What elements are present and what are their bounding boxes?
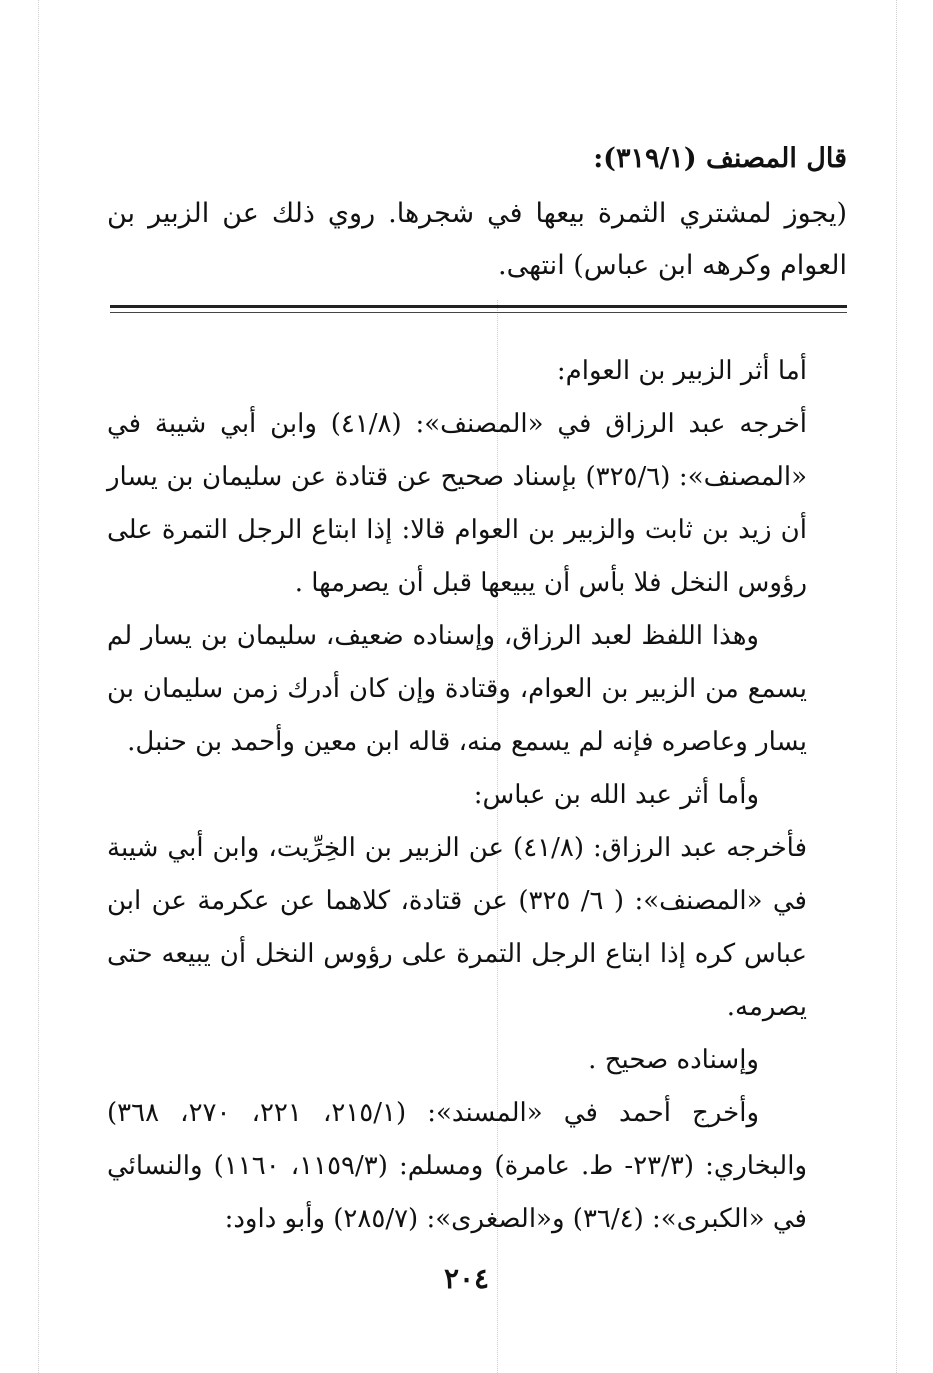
paragraph: وإسناده صحيح .	[588, 1045, 759, 1075]
paragraph: وأخرج أحمد في «المسند»: (٢١٥/١، ٢٢١، ٢٧٠، ٣٦٨) والبخاري: (٢٣/٣- ط. عامرة) ومسلم: (١١٥٩/٣، ١١٦٠) والنسائي في «الكبرى»: (٣٦/٤) و«الصغرى»: (٢٨٥/٧) وأبو داود:	[107, 1098, 807, 1234]
paragraph: أخرجه عبد الرزاق في «المصنف»: (٤١/٨) وابن أبي شيبة في «المصنف»: (٣٢٥/٦) بإسناد صحيح عن قتادة عن سليمان بن يسار أن زيد بن ثابت والزبير بن العوام قالا: إذا ابتاع الرجل التمرة على رؤوس النخل فلا بأس أن يبيعها قبل أن يصرمها .	[107, 409, 807, 598]
divider-thick	[110, 305, 847, 308]
paragraph: وهذا اللفظ لعبد الرزاق، وإسناده ضعيف، سليمان بن يسار لم يسمع من الزبير بن العوام، وقتادة وإن كان أدرك زمن سليمان بن يسار وعاصره فإنه لم يسمع منه، قاله ابن معين وأحمد بن حنبل.	[107, 621, 807, 757]
quoted-text: (يجوز لمشتري الثمرة بيعها في شجرها. روي ذلك عن الزبير بن العوام وكرهه ابن عباس) انتهى.	[107, 198, 847, 281]
body-text	[107, 345, 807, 1246]
page-number: ٢٠٤	[443, 1262, 490, 1295]
paragraph: وأما أثر عبد الله بن عباس:	[473, 780, 759, 810]
section-heading: قال المصنف (٣١٩/١):	[593, 143, 847, 174]
paragraph: أما أثر الزبير بن العوام:	[556, 356, 807, 386]
paragraph: فأخرجه عبد الرزاق: (٤١/٨) عن الزبير بن الخِرِّيت، وابن أبي شيبة في «المصنف»: ( ٦/ ٣٢٥) عن قتادة، كلاهما عن عكرمة عن ابن عباس كره إذا ابتاع الرجل التمرة على رؤوس النخل أن يبيعه حتى يصرمه.	[107, 833, 807, 1022]
divider-thin	[110, 312, 847, 313]
scan-artifact-line	[896, 0, 897, 1373]
scan-artifact-line	[38, 0, 39, 1373]
